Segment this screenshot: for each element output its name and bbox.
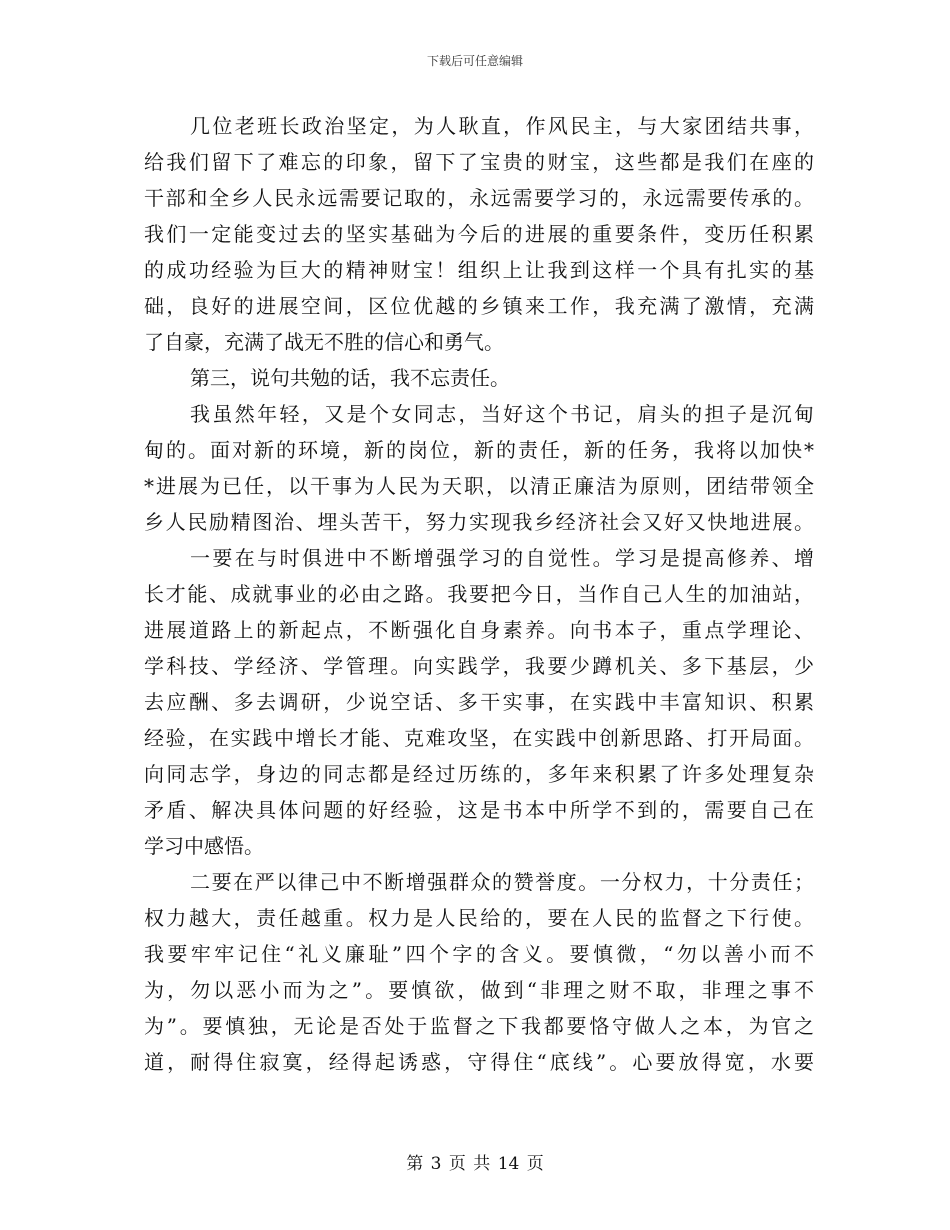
paragraph-responsibility xyxy=(144,396,814,540)
text-line: 二要在严以律己中不断增强群众的赞誉度。一分权力，十分责任； xyxy=(190,870,814,894)
text-line: 一要在与时俱进中不断增强学习的自觉性。学习是提高修养、增 xyxy=(190,546,814,570)
text-line: 我们一定能变过去的坚实基础为今后的进展的重要条件，变历任积累 xyxy=(144,222,814,246)
text-line: 了自豪，充满了战无不胜的信心和勇气。 xyxy=(144,330,504,354)
text-line: 我要牢牢记住“礼义廉耻”四个字的含义。要慎微，“勿以善小而不 xyxy=(144,942,814,966)
document-body xyxy=(144,108,814,1080)
text-line: 乡人民励精图治、埋头苦干，努力实现我乡经济社会又好又快地进展。 xyxy=(144,510,814,534)
text-line: 的成功经验为巨大的精神财宝！组织上让我到这样一个具有扎实的基 xyxy=(144,258,814,282)
text-line: 学习中感悟。 xyxy=(144,834,264,858)
text-line: 道，耐得住寂寞，经得起诱惑，守得住“底线”。心要放得宽，水要 xyxy=(144,1050,814,1074)
paragraph-veteran-leaders xyxy=(144,108,814,360)
page-number: 第 3 页 共 14 页 xyxy=(406,1154,544,1174)
paragraph-third-point xyxy=(144,360,814,396)
text-line: 为，勿以恶小而为之”。要慎欲，做到“非理之财不取，非理之事不 xyxy=(144,978,814,1002)
text-line: 矛盾、解决具体问题的好经验，这是书本中所学不到的，需要自己在 xyxy=(144,798,814,822)
text-line: 给我们留下了难忘的印象，留下了宝贵的财宝，这些都是我们在座的 xyxy=(144,150,814,174)
text-line: 干部和全乡人民永远需要记取的，永远需要学习的，永远需要传承的。 xyxy=(144,186,814,210)
page-header: 下载后可任意编辑 xyxy=(426,54,523,68)
section-heading: 第三，说句共勉的话，我不忘责任。 xyxy=(190,366,510,390)
text-line: 进展道路上的新起点，不断强化自身素养。向书本子，重点学理论、 xyxy=(144,618,814,642)
paragraph-self-discipline xyxy=(144,864,814,1080)
text-line: 甸的。面对新的环境，新的岗位，新的责任，新的任务，我将以加快* xyxy=(144,438,814,462)
text-line: 长才能、成就事业的必由之路。我要把今日，当作自己人生的加油站， xyxy=(144,582,814,606)
text-line: *进展为已任，以干事为人民为天职，以清正廉洁为原则，团结带领全 xyxy=(144,474,814,498)
text-line: 权力越大，责任越重。权力是人民给的，要在人民的监督之下行使。 xyxy=(144,906,814,930)
text-line: 向同志学，身边的同志都是经过历练的，多年来积累了许多处理复杂 xyxy=(144,762,814,786)
paragraph-learning xyxy=(144,540,814,864)
text-line: 去应酬、多去调研，少说空话、多干实事，在实践中丰富知识、积累 xyxy=(144,690,814,714)
text-line: 我虽然年轻，又是个女同志，当好这个书记，肩头的担子是沉甸 xyxy=(190,402,814,426)
text-line: 为”。要慎独，无论是否处于监督之下我都要恪守做人之本，为官之 xyxy=(144,1014,814,1038)
text-line: 学科技、学经济、学管理。向实践学，我要少蹲机关、多下基层，少 xyxy=(144,654,814,678)
text-line: 几位老班长政治坚定，为人耿直，作风民主，与大家团结共事， xyxy=(190,114,814,138)
text-line: 经验，在实践中增长才能、克难攻坚，在实践中创新思路、打开局面。 xyxy=(144,726,814,750)
text-line: 础，良好的进展空间，区位优越的乡镇来工作，我充满了激情，充满 xyxy=(144,294,814,318)
